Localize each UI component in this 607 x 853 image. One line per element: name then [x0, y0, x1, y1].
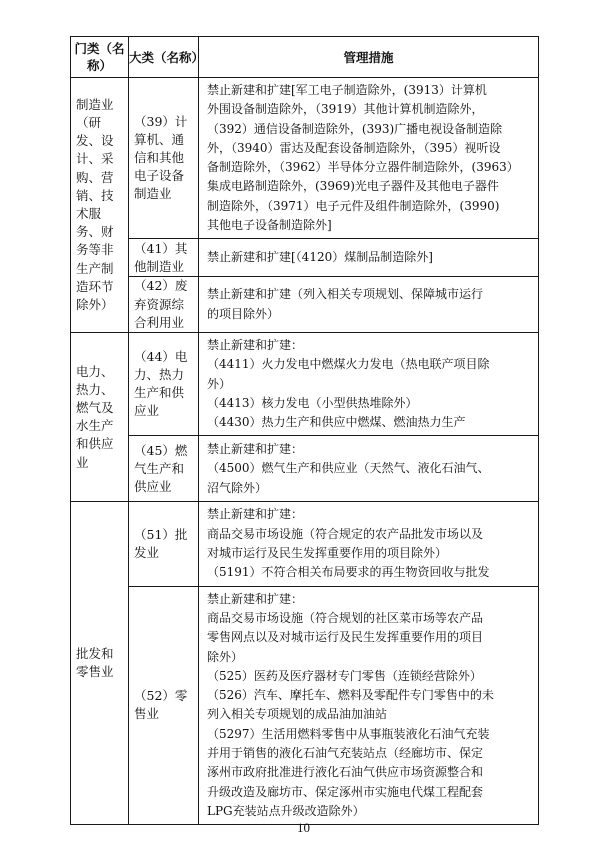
subclass-cell: （41）其他制造业 — [129, 239, 199, 277]
measure-line: （4500）燃气生产和供应业（天然气、液化石油气、 — [207, 461, 490, 476]
measure-line: 禁止新建和扩建： — [207, 507, 304, 522]
subclass-cell: （45）燃气生产和供应业 — [129, 436, 199, 502]
measure-line: 商品交易市场设施（符合规划的社区菜市场等农产品 — [207, 610, 484, 625]
measure-line: 备制造除外，（3962）半导体分立器件制造除外，(3963） — [207, 160, 519, 175]
measure-line: 对城市运行及民生发挥重要作用的项目除外） — [207, 546, 448, 561]
table-row — [71, 502, 539, 586]
measure-line: （392）通信设备制造除外，(393)广播电视设备制造除 — [207, 121, 503, 136]
category-cell: 电力、热力、燃气及水生产和供应业 — [71, 332, 129, 501]
measures-cell — [199, 277, 539, 333]
table-row — [71, 436, 539, 502]
table-row — [71, 78, 539, 239]
measures-cell — [199, 78, 539, 239]
table-row — [71, 239, 539, 277]
measure-line: 禁止新建和扩建[军工电子制造除外，(3913）计算机 — [207, 83, 487, 97]
measure-line: 集成电路制造除外，(3969)光电子器件及其他电子器件 — [207, 179, 499, 194]
measures-cell — [199, 586, 539, 825]
measures-cell — [199, 502, 539, 586]
measure-line: （525）医药及医疗器材专门零售（连锁经营除外） — [207, 668, 482, 683]
header-subclass: 大类（名称） — [129, 37, 199, 78]
measure-line: 升级改造及廊坊市、保定涿州市实施电代煤工程配套 — [207, 784, 484, 799]
measure-line: 禁止新建和扩建（列入相关专项规划、保障城市运行 — [207, 287, 484, 302]
subclass-cell: （51）批发业 — [129, 502, 199, 586]
measure-line: 涿州市政府批准进行液化石油气供应市场资源整合和 — [207, 765, 484, 780]
measure-line: 零售网点以及对城市运行及民生发挥重要作用的项目 — [207, 630, 484, 645]
table-row — [71, 332, 539, 435]
table-header-row — [71, 37, 539, 78]
measure-line: 沼气除外） — [207, 480, 268, 495]
category-cell: 制造业（研发、设计、采购、营销、技术服务、财务等非生产制造环节除外） — [71, 78, 129, 333]
measure-line: （4413）核力发电（小型供热堆除外） — [207, 395, 418, 410]
measure-line: LPG充装站点升级改造除外） — [207, 803, 365, 818]
measure-line: 禁止新建和扩建： — [207, 337, 304, 352]
page-number: 10 — [297, 820, 310, 835]
measure-line: 禁止新建和扩建[（4120）煤制品制造除外] — [207, 250, 433, 265]
measure-line: 制造除外，（3971）电子元件及组件制造除外，(3990) — [207, 198, 500, 213]
header-category: 门类（名称） — [71, 37, 129, 78]
header-measures: 管理措施 — [199, 37, 539, 78]
measure-line: （526）汽车、摩托车、燃料及零配件专门零售中的未 — [207, 688, 494, 703]
category-cell: 批发和零售业 — [71, 502, 129, 825]
measure-line: 列入相关专项规划的成品油加油站 — [207, 707, 388, 722]
measure-line: 商品交易市场设施（符合规定的农产品批发市场以及 — [207, 526, 484, 541]
measure-line: 外） — [207, 376, 232, 391]
measure-line: （5191）不符合相关布局要求的再生物资回收与批发 — [207, 565, 490, 580]
measure-line: 外围设备制造除外，（3919）其他计算机制造除外， — [207, 102, 484, 117]
measure-line: （4411）火力发电中燃煤火力发电（热电联产项目除 — [207, 357, 490, 372]
subclass-cell: （52）零售业 — [129, 586, 199, 825]
regulation-table — [70, 36, 539, 825]
measures-cell — [199, 332, 539, 435]
subclass-cell: （39）计算机、通信和其他电子设备制造业 — [129, 78, 199, 239]
table-row — [71, 586, 539, 825]
measure-line: 其他电子设备制造除外] — [207, 218, 332, 233]
measures-cell — [199, 239, 539, 277]
measure-line: 禁止新建和扩建： — [207, 591, 304, 606]
measure-line: 并用于销售的液化石油气充装站点（经廊坊市、保定 — [207, 746, 484, 761]
measure-line: 外，（3940）雷达及配套设备制造除外，（395）视听设 — [207, 140, 501, 155]
table-row — [71, 277, 539, 333]
subclass-cell: （42）废弃资源综合利用业 — [129, 277, 199, 333]
measure-line: 的项目除外） — [207, 306, 280, 321]
measure-line: （5297）生活用燃料零售中从事瓶装液化石油气充装 — [207, 726, 490, 741]
measure-line: （4430）热力生产和供应中燃煤、燃油热力生产 — [207, 415, 466, 430]
measures-cell — [199, 436, 539, 502]
measure-line: 除外） — [207, 649, 244, 664]
subclass-cell: （44）电力、热力生产和供应业 — [129, 332, 199, 435]
measure-line: 禁止新建和扩建： — [207, 442, 304, 457]
